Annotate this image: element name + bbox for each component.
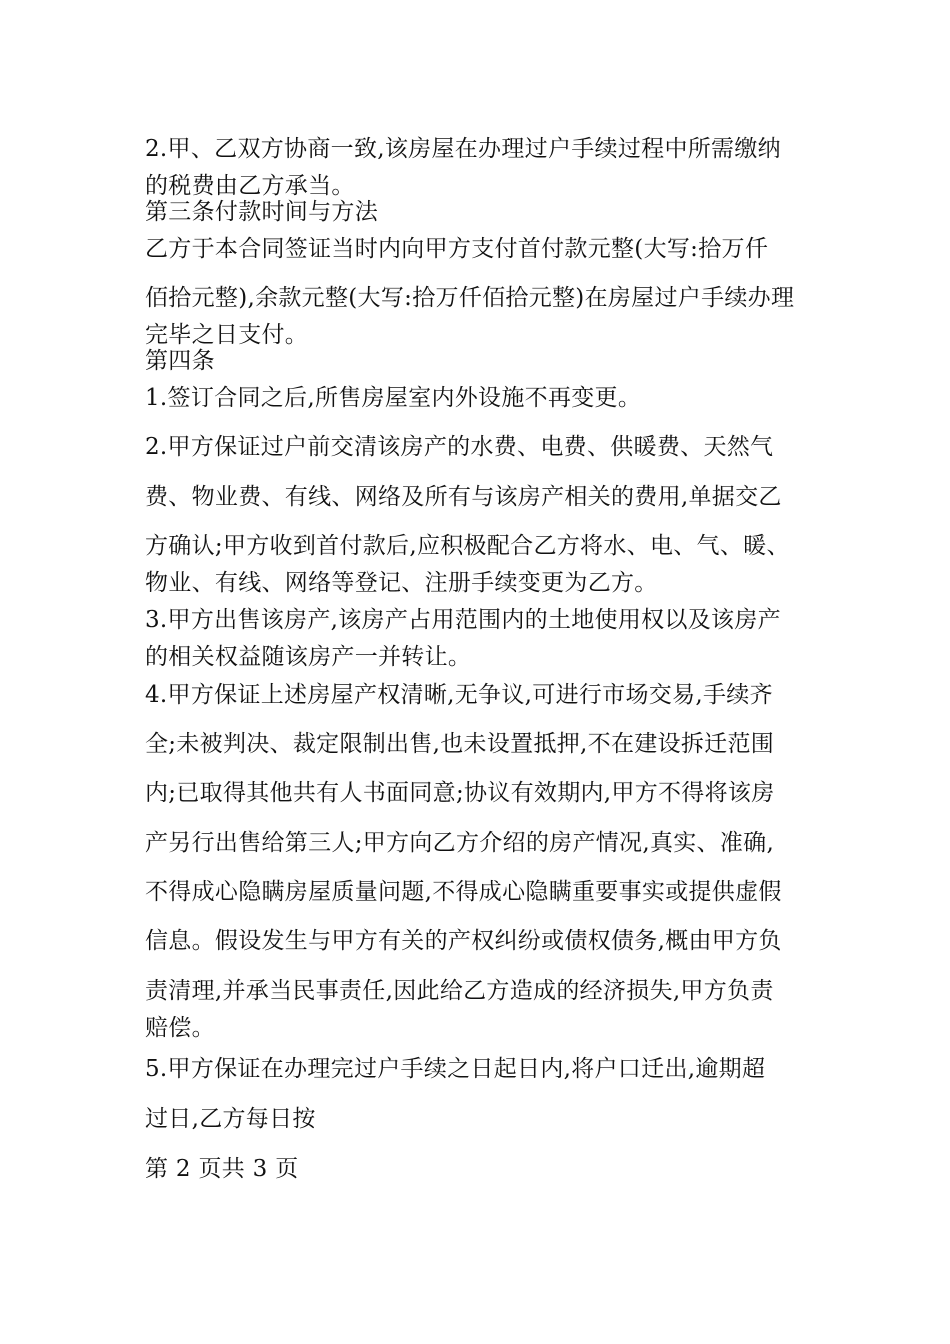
paragraph-line: 不得成心隐瞒房屋质量问题,不得成心隐瞒重要事实或提供虚假 [145,879,782,905]
paragraph-line: 信息。假设发生与甲方有关的产权纠纷或债权债务,概由甲方负 [145,928,782,954]
section-heading: 第三条付款时间与方法 [145,199,378,225]
paragraph-line: 3.甲方出售该房产,该房产占用范围内的土地使用权以及该房产 [145,607,781,633]
page-footer: 第 2 页共 3 页 [145,1156,299,1182]
paragraph-line: 过日,乙方每日按 [145,1106,316,1132]
paragraph-line: 4.甲方保证上述房屋产权清晰,无争议,可进行市场交易,手续齐 [145,682,773,708]
paragraph-line: 2.甲、乙双方协商一致,该房屋在办理过户手续过程中所需缴纳 [145,136,781,162]
paragraph-line: 全;未被判决、裁定限制出售,也未设置抵押,不在建设拆迁范围 [145,731,775,757]
paragraph-line: 2.甲方保证过户前交清该房产的水费、电费、供暖费、天然气 [145,434,774,460]
paragraph-line: 的税费由乙方承当。 [145,173,355,199]
paragraph-line: 责清理,并承当民事责任,因此给乙方造成的经济损失,甲方负责 [145,978,774,1004]
paragraph-line: 完毕之日支付。 [145,322,309,348]
section-heading: 第四条 [145,348,215,374]
paragraph-line: 产另行出售给第三人;甲方向乙方介绍的房产情况,真实、准确, [145,830,775,856]
paragraph-line: 5.甲方保证在办理完过户手续之日起日内,将户口迁出,逾期超 [145,1056,766,1082]
paragraph-line: 赔偿。 [145,1015,215,1041]
paragraph-line: 内;已取得其他共有人书面同意;协议有效期内,甲方不得将该房 [145,780,775,806]
paragraph-line: 方确认;甲方收到首付款后,应积极配合乙方将水、电、气、暖、 [145,533,790,559]
paragraph-line: 1.签订合同之后,所售房屋室内外设施不再变更。 [145,385,642,411]
paragraph-line: 佰拾元整),余款元整(大写:拾万仟佰拾元整)在房屋过户手续办理 [145,285,795,311]
paragraph-line: 物业、有线、网络等登记、注册手续变更为乙方。 [145,570,658,596]
paragraph-line: 乙方于本合同签证当时内向甲方支付首付款元整(大写:拾万仟 [145,236,769,262]
paragraph-line: 的相关权益随该房产一并转让。 [145,644,472,670]
paragraph-line: 费、物业费、有线、网络及所有与该房产相关的费用,单据交乙 [145,484,782,510]
